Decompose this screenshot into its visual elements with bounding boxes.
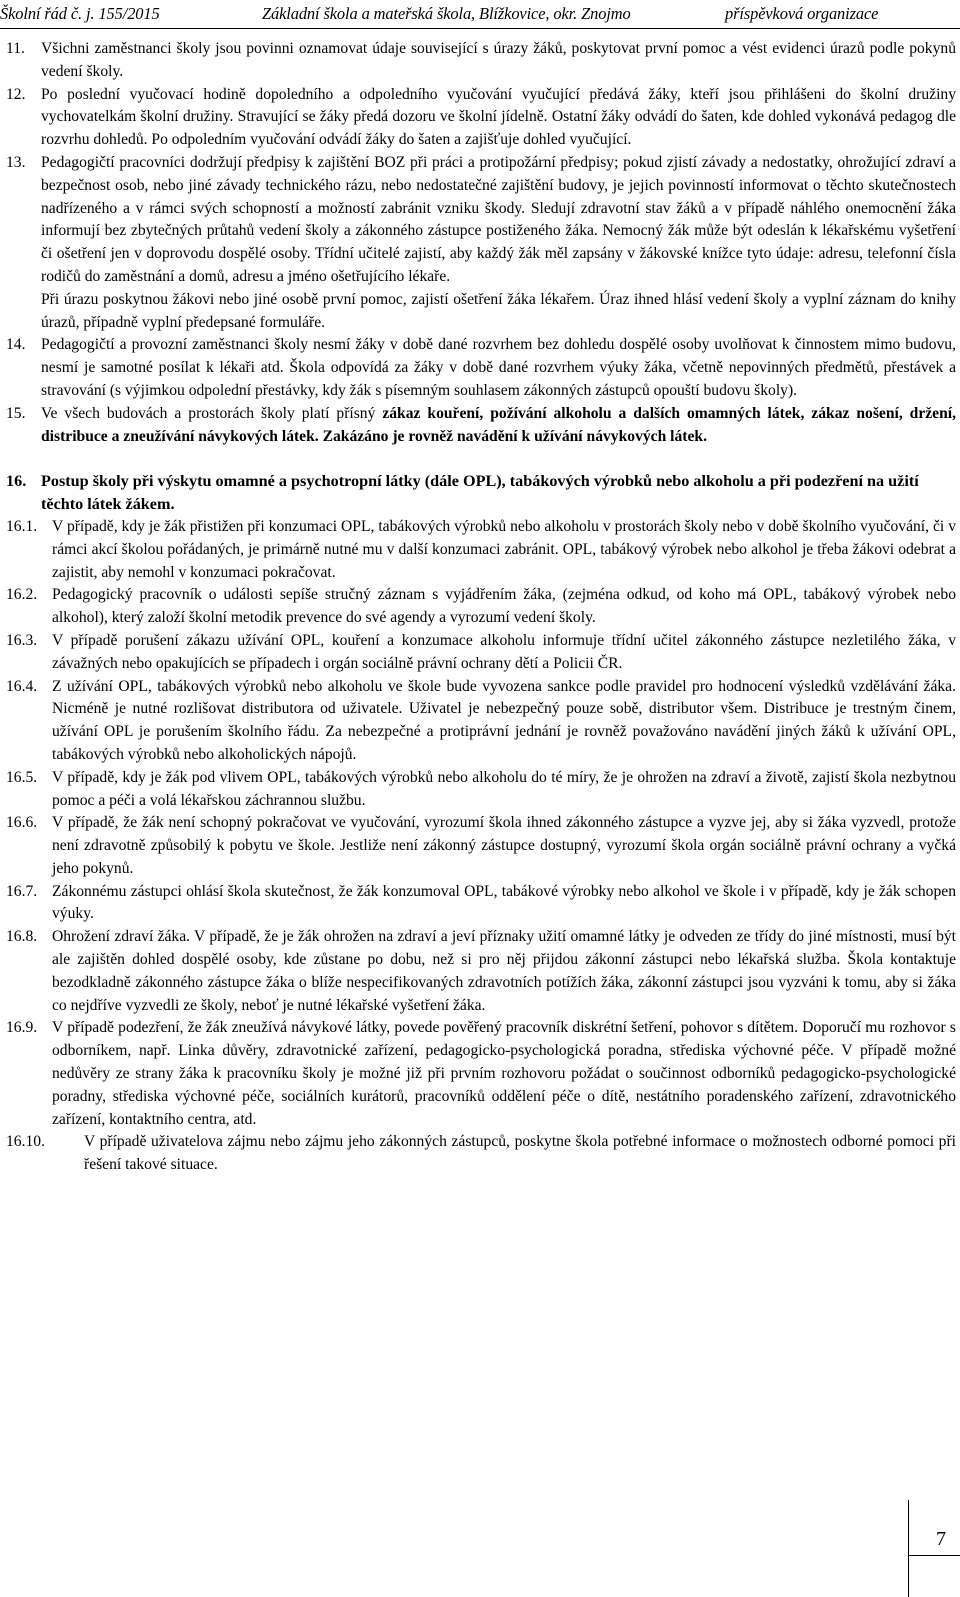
rule-item-12 xyxy=(6,84,956,152)
subitem-number: 16.4. xyxy=(6,677,38,695)
subitem-number: 16.7. xyxy=(6,882,38,900)
item-number: 15. xyxy=(6,404,26,422)
subitem-number: 16.8. xyxy=(6,928,38,946)
subitem-16-4 xyxy=(6,676,956,767)
subitem-text: Ohrožení zdraví žáka. V případě, že je žák ohrožen na zdraví a jeví příznaky užití omamné látky je odveden ze třídy do jiné místnosti, musí být ale zajištěn dohled dospělé osoby, kde zůstane po dobu, než si pro něj přijdou zákonní zástupci nebo lékařská služba. Škola kontaktuje bezodkladně zákonného zástupce žáka o blíže nespecifikovaných zdravotních potížích žáka, zákonní zástupci jsou vyzváni k tomu, aby si žáka co nejdříve vyzvedli ze školy, neboť je nutné lékařské vyšetření žáka. xyxy=(52,928,956,1014)
item-text xyxy=(41,403,956,449)
header-school-name: Základní škola a mateřská škola, Blížkovice, okr. Znojmo xyxy=(262,4,631,23)
subitem-number: 16.6. xyxy=(6,814,38,832)
subitem-16-6 xyxy=(6,812,956,880)
rule-item-15 xyxy=(6,403,956,449)
footer-corner-vertical-line xyxy=(908,1500,909,1597)
subitem-16-7 xyxy=(6,881,956,927)
subitem-text: Z užívání OPL, tabákových výrobků nebo alkoholu ve škole bude vyvozena sankce podle pravidel pro hodnocení výsledků vzdělávání žáka. Nicméně je nutné rozlišovat distributora od uživatele. Uživatel je nebezpečný pouze sobě, distributor všem. Distribuce je trestným činem, užívání OPL je porušením školního řádu. Za nebezpečné a protiprávní jednání je rovněž považováno navádění jiných žáků k užívání OPL, tabákových výrobků nebo alkoholických nápojů. xyxy=(52,677,956,763)
subitem-number: 16.10. xyxy=(6,1133,45,1151)
subitem-number: 16.1. xyxy=(6,517,38,535)
rule-item-14 xyxy=(6,334,956,402)
subitem-text: V případě porušení zákazu užívání OPL, kouření a konzumace alkoholu informuje třídní učitel zákonného zástupce nezletilého žáka, v závažných nebo opakujících se případech i orgán sociálně právní ochrany dětí a Policii ČR. xyxy=(52,631,956,672)
page-header xyxy=(0,0,960,28)
item-text: Pedagogičtí a provozní zaměstnanci školy nesmí žáky v době dané rozvrhem bez dohledu dospělé osoby uvolňovat k činnostem mimo budovu, nesmí je samotné posílat k lékaři atd. Škola odpovídá za žáky v době dané rozvrhem výuky žáka, včetně nepovinných předmětů, přestávek a stravování (s výjimkou odpolední přestávky, kdy žák s písemným souhlasem zákonných zástupců opouští budovu školy). xyxy=(41,336,956,399)
section-title: Postup školy při výskytu omamné a psychotropní látky (dále OPL), tabákových výrobků nebo alkoholu a při podezření na užití těchto látek žákem. xyxy=(41,472,919,514)
item-text-plain: Ve všech budovách a prostorách školy platí přísný xyxy=(41,404,383,422)
subitem-text: Zákonnému zástupci ohlásí škola skutečnost, že žák konzumoval OPL, tabákové výrobky nebo alkohol ve škole i v případě, kdy je žák schopen výuky. xyxy=(52,882,956,923)
footer-corner-horizontal-line xyxy=(908,1555,960,1556)
subitem-16-9 xyxy=(6,1017,956,1131)
item-text: Všichni zaměstnanci školy jsou povinni oznamovat údaje související s úrazy žáků, poskytovat první pomoc a vést evidenci úrazů podle pokynů vedení školy. xyxy=(41,40,956,80)
subitem-text: Pedagogický pracovník o události sepíše stručný záznam s vyjádřením žáka, (zejména odkud, od koho má OPL, tabákový výrobek nebo alkohol), který založí školní metodik prevence do své agendy a vyrozumí vedení školy. xyxy=(52,586,956,627)
subitem-number: 16.3. xyxy=(6,631,38,649)
subitem-16-3 xyxy=(6,630,956,676)
item-13-continuation: Při úrazu poskytnou žákovi nebo jiné osobě první pomoc, zajistí ošetření žáka lékařem. Úraz ihned hlásí vedení školy a vyplní záznam do knihy úrazů, případně vyplní předepsané formuláře. xyxy=(41,290,956,331)
header-rule xyxy=(0,28,960,29)
document-body xyxy=(6,38,956,1177)
section-number: 16. xyxy=(6,472,27,491)
header-organization-type: příspěvková organizace xyxy=(725,4,879,23)
subitem-text: V případě, kdy je žák přistižen při konzumaci OPL, tabákových výrobků nebo alkoholu v prostorách školy nebo v době školního vyučování, či v rámci akcí školou pořádaných, je primárně nutné mu v další konzumaci zabránit. OPL, tabákový výrobek nebo alkohol je třeba žákovi odebrat a zajistit, aby nemohl v konzumaci pokračovat. xyxy=(52,517,956,581)
item-text: Pedagogičtí pracovníci dodržují předpisy k zajištění BOZ při práci a protipožární předpisy; pokud zjistí závady a nedostatky, ohrožující zdraví a bezpečnost osob, nebo jiné závady technického rázu, nebo nedostatečné zajištění budovy, je jejich povinností informovat o těchto skutečnostech nadřízeného a v rámci svých schopností a možností zabránit vzniku škody. Sledují zdravotní stav žáků a v případě náhlého onemocnění žáka informují bez zbytečných průtahů vedení školy a zákonného zástupce postiženého žáka. Nemocný žák může být odeslán k lékařskému vyšetření či ošetření jen v doprovodu dospělé osoby. Třídní učitelé zajistí, aby každý žák měl zapsány v žákovské knížce tyto údaje: adresu, telefonní čísla rodičů do zaměstnání a domů, adresu a jméno ošetřujícího lékaře. xyxy=(41,153,956,285)
section-16-heading xyxy=(6,470,956,516)
subitem-text: V případě, že žák není schopný pokračovat ve vyučování, vyrozumí škola ihned zákonného zástupce a vyzve jej, aby si žáka vyzvedl, protože není zdravotně způsobilý k pobytu ve škole. Jestliže není zákonný zástupce dostupný, vyrozumí škola orgán sociálně právní ochrany a vyčká jeho pokynů. xyxy=(52,814,956,877)
subitem-16-8 xyxy=(6,926,956,1017)
header-document-ref: Školní řád č. j. 155/2015 xyxy=(0,4,160,23)
subitem-16-10 xyxy=(6,1131,956,1177)
subitem-number: 16.9. xyxy=(6,1019,38,1037)
subitem-text: V případě uživatelova zájmu nebo zájmu jeho zákonných zástupců, poskytne škola potřebné informace o možnostech odborné pomoci při řešení takové situace. xyxy=(84,1133,956,1174)
item-number: 14. xyxy=(6,336,26,354)
item-text: Po poslední vyučovací hodině dopoledního a odpoledního vyučování vyučující předává žáky, kteří jsou přihlášeni do školní družiny vychovatelkám školní družiny. Stravující se žáky předá dozoru ve školní jídelně. Ostatní žáky odvádí do šaten, kde dohled vykonává pedagog dle rozvrhu dohledů. Po odpoledním vyučování odvádí žáky do šaten a zajišťuje dohled vyučující. xyxy=(41,85,956,149)
subitem-text: V případě, kdy je žák pod vlivem OPL, tabákových výrobků nebo alkoholu do té míry, že je ohrožen na zdraví a životě, zajistí škola nezbytnou pomoc a péči a volá lékařskou záchrannou službu. xyxy=(52,768,956,809)
smoking-alcohol-ban-text: zákaz kouření, požívání alkoholu a dalších omamných látek, zákaz nošení, držení, distribuce a zneužívání návykových látek. Zakázáno je rovněž navádění k užívání návykových látek. xyxy=(41,404,956,445)
page-number: 7 xyxy=(936,1528,946,1550)
section-16-subitems xyxy=(6,516,956,1177)
subitem-16-5 xyxy=(6,767,956,813)
item-number: 11. xyxy=(6,40,25,57)
item-number: 12. xyxy=(6,85,26,103)
subitem-number: 16.5. xyxy=(6,768,38,786)
subitem-text: V případě podezření, že žák zneužívá návykové látky, povede pověřený pracovník diskrétní šetření, pohovor s dítětem. Doporučí mu rozhovor s odborníkem, např. Linka důvěry, zdravotnické zařízení, pedagogicko-psychologická poradna, střediska výchovné péče. V případě možné nedůvěry ze strany žáka k pracovníku školy je možné již při prvním rozhovoru požádat o součinnost odborníků pedagogicko-psychologické poradny, střediska výchovné péče, sociálních kurátorů, pracovníků oddělení péče o dítě, nestátního poradenského zařízení, zdravotnického zařízení, kontaktního centra, atd. xyxy=(52,1019,956,1128)
subitem-number: 16.2. xyxy=(6,586,38,604)
rule-item-11 xyxy=(6,38,956,84)
subitem-16-2 xyxy=(6,584,956,630)
item-number: 13. xyxy=(6,153,26,171)
rule-item-13 xyxy=(6,152,956,289)
subitem-16-1 xyxy=(6,516,956,584)
